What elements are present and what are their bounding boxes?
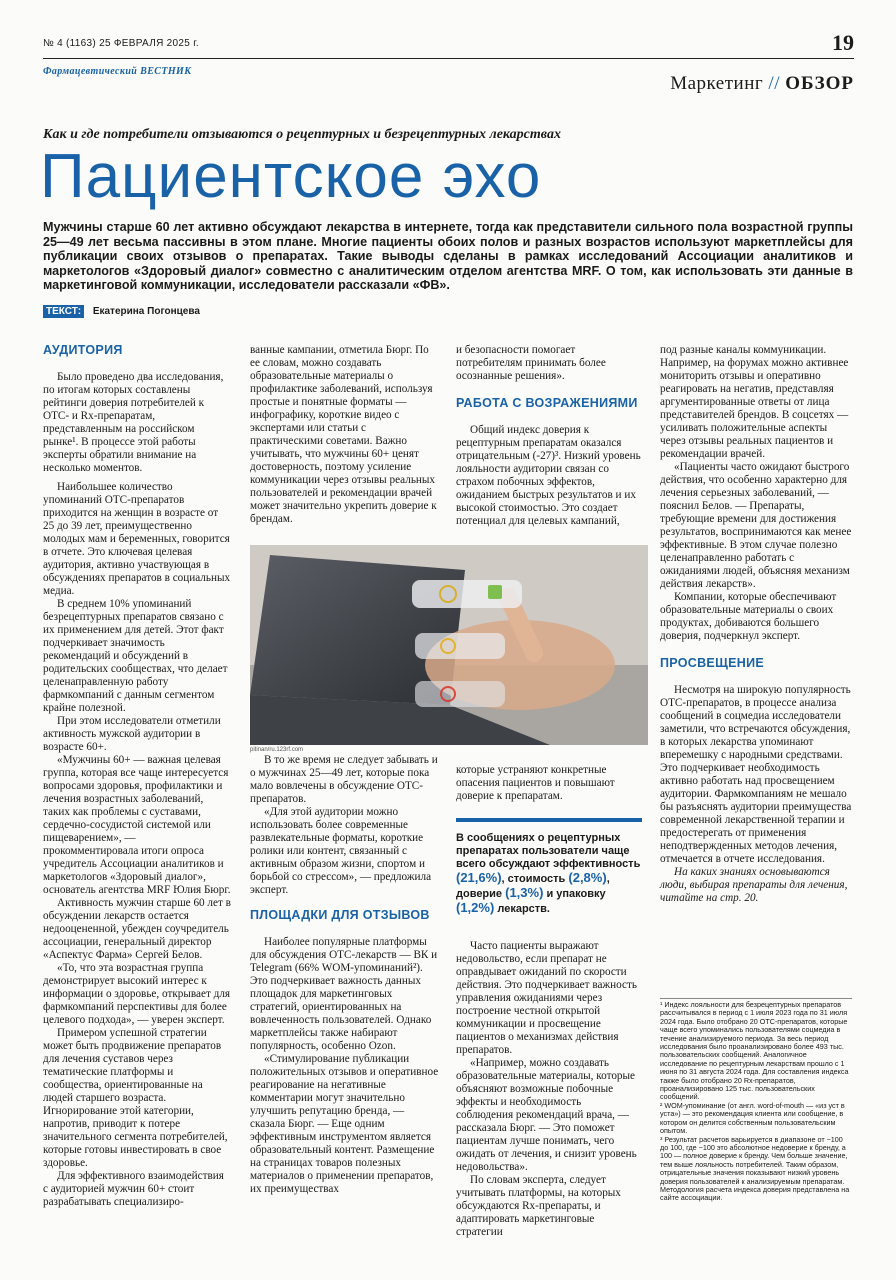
callout-text: В сообщениях о рецептурных препаратах пользователи чаще всего обсуждают эффективность — [456, 832, 641, 870]
rubric-name: Маркетинг — [670, 73, 764, 94]
rating-bad-card — [415, 681, 505, 707]
column-3-bottom — [456, 940, 641, 1239]
callout-text: , доверие — [456, 873, 610, 900]
paragraph: Было проведено два исследования, по итогам которых составлены рейтинги доверия потребителей к ОТС- и Rx-препаратам, представленным на российском рынке¹. В процессе этой работы эксперты обратили внимание на несколько моментов. — [43, 371, 224, 474]
rating-neutral-card — [415, 633, 505, 659]
paragraph: «Мужчины 60+ — важная целевая группа, которая все чаще интересуется вопросами здоровья, профилактики и лечения возрастных заболеваний, таких как проблемы с суставами, сердечно-сосудистой системой или пищеварением», — прокомментировала итоги опроса учредитель Ассоциации аналитиков и маркетологов «Здоровый диалог», основатель агентства MRF Юлия Бюрг. — [43, 754, 231, 896]
kicker: Как и где потребители отзываются о рецептурных и безрецептурных лекарствах — [43, 127, 561, 142]
photo-credit: pitinan/ru.123rf.com — [250, 747, 304, 753]
lead-paragraph: Мужчины старше 60 лет активно обсуждают лекарства в интернете, тогда как представители сильного пола возрастной группы 25—49 лет весьма пассивны в этом плане. Многие пациенты обоих полов и разных возрастов используют маркетплейсы для публикации своих отзывов о препаратах. Такие выводы сделаны в рамках исследований Ассоциации аналитиков и маркетологов «Здоровый диалог» совместно с аналитическим отделом агентства MRF. О том, как использовать эти данные в маркетинговой коммуникации, исследователи рассказали «ФВ». — [43, 220, 853, 292]
paragraph: В то же время не следует забывать и о мужчинах 25—49 лет, которые пока мало вовлечены в обсуждение ОТС-препаратов. — [250, 754, 438, 805]
paragraph: и безопасности помогает потребителям принимать более осознанные решения». — [456, 344, 606, 382]
column-3 — [456, 344, 641, 528]
paragraph: «Для этой аудитории можно использовать более современные развлекательные форматы, короткие ролики или контент, связанный с активным образом жизни, спортом и борьбой со стрессом», — предложила эксперт. — [250, 806, 432, 896]
paragraph: Наибольшее количество упоминаний ОТС-препаратов приходится на женщин в возрасте от 25 до 39 лет, преимущественно молодых мам и беременных, говорится в отчете. Это ключевая целевая аудитория, активно участвующая в обсуждениях препаратов в социальных медиа. — [43, 481, 231, 597]
section-heading-objections: РАБОТА С ВОЗРАЖЕНИЯМИ — [456, 396, 638, 410]
paragraph: Часто пациенты выражают недовольство, если препарат не оправдывает ожиданий по скорости действия. Это подчеркивает важность управления ожиданиями через построение честной открытой коммуникации и просвещение пациентов о механизмах действия препаратов. — [456, 940, 637, 1056]
paragraph: Наиболее популярные платформы для обсуждения ОТС-лекарств — ВК и Telegram (66% WOM-упоминаний²). Это подчеркивает важность данных площадок для маркетинговых стратегий, ориентированных на вовлеченность пользователей. Однако маркетплейсы также набирают популярность, особенно Ozon. — [250, 936, 438, 1052]
rubric — [670, 73, 854, 95]
article-photo — [250, 545, 648, 745]
footnote: ¹ Индекс лояльности для безрецептурных препаратов рассчитывался в период с 1 июля 2023 года по 31 июля 2024 года. Было отобрано 20 ОТС-препаратов, которые чаще всего упоминались пользователями соцмедиа в течение анализируемого периода. За весь период исследования было проанализировано более 493 тыс. пользовательских сообщений. Аналогичное исследование по рецептурным лекарствам прошло с 1 июня по 31 августа 2024 года. Для составления индекса также было отобрано 20 Rx-препаратов, проанализировано 125 тыс. пользовательских сообщений. — [660, 1000, 849, 1102]
callout-text: и упаковку — [546, 888, 606, 900]
laptop-feedback-illustration — [250, 545, 648, 745]
paragraph: ванные кампании, отметила Бюрг. По ее словам, можно создавать образовательные материалы о профилактике заболеваний, используя простые и понятные форматы — инфографику, короткие видео с экспертами или статьи с практическими советами. Важно учитывать, что мужчины 60+ ценят достоверность, поэтому усиление коммуникации через отзывы реальных пользователей и рекомендации врачей может значительно укрепить доверие к брендам. — [250, 344, 437, 525]
section-heading-platforms: ПЛОЩАДКИ ДЛЯ ОТЗЫВОВ — [250, 908, 430, 922]
callout-text: , стоимость — [501, 873, 566, 885]
page-number: 19 — [832, 30, 854, 55]
paragraph: «Стимулирование публикации положительных отзывов и оперативное реагирование на негативные комментарии могут значительно улучшить репутацию бренда, — сказала Бюрг. — Еще одним эффективным инструментом является образовательный контент. Размещение на страницах товаров полезных материалов о применении препаратов, их преимуществах — [250, 1053, 439, 1195]
column-3-continued — [456, 764, 641, 803]
callout-value: (2,8%) — [568, 870, 607, 885]
issue-line: № 4 (1163) 25 ФЕВРАЛЯ 2025 г. — [43, 38, 200, 49]
column-2 — [250, 344, 440, 1196]
header-rule — [43, 58, 854, 59]
section-heading-education: ПРОСВЕЩЕНИЕ — [660, 656, 764, 670]
rubric-section: ОБЗОР — [785, 73, 854, 94]
teaser: На каких знаниях основываются люди, выбирая препараты для лечения, читайте на стр. 20. — [660, 866, 848, 904]
column-1 — [43, 344, 231, 1209]
byline-tag: ТЕКСТ: — [43, 305, 84, 318]
byline — [43, 306, 200, 317]
column-4 — [660, 344, 852, 905]
rating-good-card — [412, 580, 522, 608]
paragraph: Активность мужчин старше 60 лет в обсуждении лекарств остается недооцененной, убежден соучредитель ассоциации, генеральный директор «Аспектус Фарма» Сергей Белов. — [43, 897, 231, 961]
section-heading-audience: АУДИТОРИЯ — [43, 343, 123, 357]
paragraph: В среднем 10% упоминаний безрецептурных препаратов связано с их применением для детей. Этот факт подчеркивает значимость рекомендаций и обсуждений в родительских сообществах, что делает целенаправленную работу фармкомпаний с данным сегментом крайне полезной. — [43, 598, 228, 714]
paragraph: под разные каналы коммуникации. Например, на форумах можно активнее мониторить отзывы и оперативно реагировать на негатив, представляя аргументированные ответы от лица представителей брендов. В соцсетях — усиливать положительные аспекты через отзывы реальных пациентов и рекомендации врачей. — [660, 344, 849, 460]
paragraph: «То, что эта возрастная группа демонстрирует высокий интерес к информации о здоровье, открывает для фармкомпаний перспективы для более целевого подхода», — уверен эксперт. — [43, 962, 231, 1026]
footnote: ³ Результат расчетов варьируется в диапазоне от −100 до 100, где −100 это абсолютное недоверие к бренду, а 100 — полное доверие к бренду. Чем больше значение, тем выше лояльность потребителей. Таким образом, отрицательные значения показывают низкий уровень доверия пользователей к анализируемым препаратам. Методология расчета индекса доверия представлена на сайте ассоциации. — [660, 1134, 850, 1203]
paragraph: которые устраняют конкретные опасения пациентов и повышают доверие к препаратам. — [456, 764, 615, 802]
footnote: ² WOM-упоминание (от англ. word-of-mouth — «из уст в уста») — это рекомендация клиента или сообщение, в котором он делится собственным пользовательским опытом. — [660, 1100, 845, 1136]
paragraph: Компании, которые обеспечивают образовательные материалы о своих продуктах, добиваются большего доверия, подчеркнул эксперт. — [660, 591, 837, 642]
callout-value: (1,3%) — [505, 885, 544, 900]
callout-value: (1,2%) — [456, 900, 495, 915]
paragraph: По словам эксперта, следует учитывать платформы, на которых обсуждаются Rx-препараты, и адаптировать маркетинговые стратегии — [456, 1174, 621, 1238]
paragraph: Для эффективного взаимодействия с аудиторией мужчин 60+ стоит разрабатывать специализиро- — [43, 1170, 224, 1208]
byline-author: Екатерина Погонцева — [92, 306, 200, 317]
footnotes — [660, 998, 852, 1203]
rubric-separator: // — [768, 73, 780, 94]
callout-value: (21,6%) — [456, 870, 502, 885]
paragraph: Примером успешной стратегии может быть продвижение препаратов для лечения суставов через тематические платформы и сообщества, ориентированные на людей старшего возраста. Игнорирование этой категории, напротив, приводит к потере значительного сегмента потребителей, которые готовы инвестировать в свое здоровье. — [43, 1027, 228, 1169]
paragraph: При этом исследователи отметили активность мужской аудитории в возрасте 60+. — [43, 715, 221, 753]
paragraph: Общий индекс доверия к рецептурным препаратам оказался отрицательным (-27)³. Низкий уровень лояльности аудитории связан со страхом побочных эффектов, ожиданием быстрых результатов и их высокой стоимостью. Это создает потенциал для целевых кампаний, — [456, 424, 641, 527]
callout-text: лекарств. — [497, 903, 550, 915]
paragraph: «Пациенты часто ожидают быстрого действия, что особенно характерно для лечения серьезных заболеваний, — пояснил Белов. — Препараты, требующие времени для достижения результатов, воспринимаются как менее эффективные. В этом случае полезно целенаправленно работать с ожиданиями людей, объясняя механизм действия лекарств». — [660, 461, 852, 590]
paragraph: «Например, можно создавать образовательные материалы, которые объясняют возможные побочные эффекты и необходимость соблюдения рекомендаций врача, — рассказала Бюрг. — Это поможет пациентам лучше понимать, чего ожидать от лечения, и снизит уровень недовольства». — [456, 1057, 637, 1173]
callout-box — [456, 818, 642, 916]
brand-logo: Фармацевтический ВЕСТНИК — [43, 66, 192, 77]
check-icon — [488, 585, 502, 599]
paragraph: Несмотря на широкую популярность ОТС-препаратов, в процессе анализа сообщений в соцмедиа исследователи заметили, что встречаются обсуждения, в которых лекарства упоминают вперемешку с народными средствами. Это подчеркивает необходимость активно работать над просвещением аудитории. Фармкомпаниям не мешало бы разъяснять аудитории преимущества современной лекарственной терапии и предостерегать от применения неподтвержденных методов лечения, отмечается в отчете исследования. — [660, 684, 852, 865]
page-title: Пациентское эхо — [40, 142, 542, 211]
